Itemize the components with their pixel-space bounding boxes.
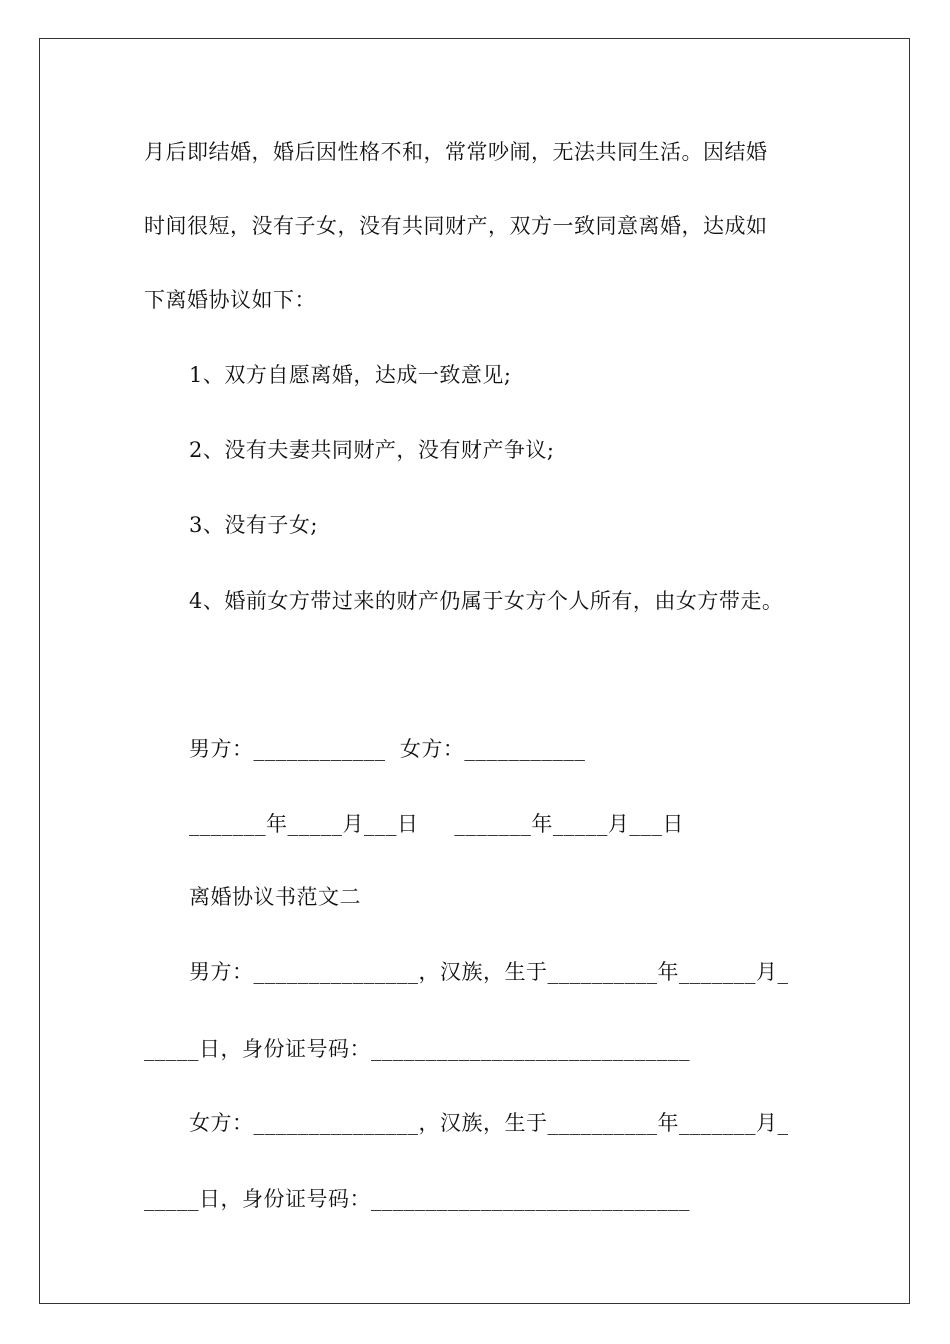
female-info-line: 女方：_______________，汉族，生于__________年_______月_ — [189, 1111, 789, 1135]
male-info-line: 男方：_______________，汉族，生于__________年_______月_ — [189, 960, 789, 984]
paragraph-line: 月后即结婚，婚后因性格不和，常常吵闹，无法共同生活。因结婚 — [144, 140, 768, 164]
agreement-item: 1、双方自愿离婚，达成一致意见; — [189, 363, 512, 387]
date-line: _______年_____月___日 _______年_____月___日 — [189, 812, 684, 836]
agreement-item: 2、没有夫妻共同财产，没有财产争议; — [189, 438, 555, 462]
section-title: 离婚协议书范文二 — [189, 885, 361, 909]
paragraph-line: 时间很短，没有子女，没有共同财产，双方一致同意离婚，达成如 — [144, 214, 768, 238]
agreement-item: 3、没有子女; — [189, 513, 318, 537]
male-id-line: _____日，身份证号码：_____________________________ — [144, 1037, 690, 1061]
signature-line: 男方：____________ 女方：___________ — [189, 737, 586, 761]
female-id-line: _____日，身份证号码：_____________________________ — [144, 1187, 690, 1211]
paragraph-line: 下离婚协议如下： — [144, 288, 316, 312]
agreement-item: 4、婚前女方带过来的财产仍属于女方个人所有，由女方带走。 — [189, 589, 784, 613]
